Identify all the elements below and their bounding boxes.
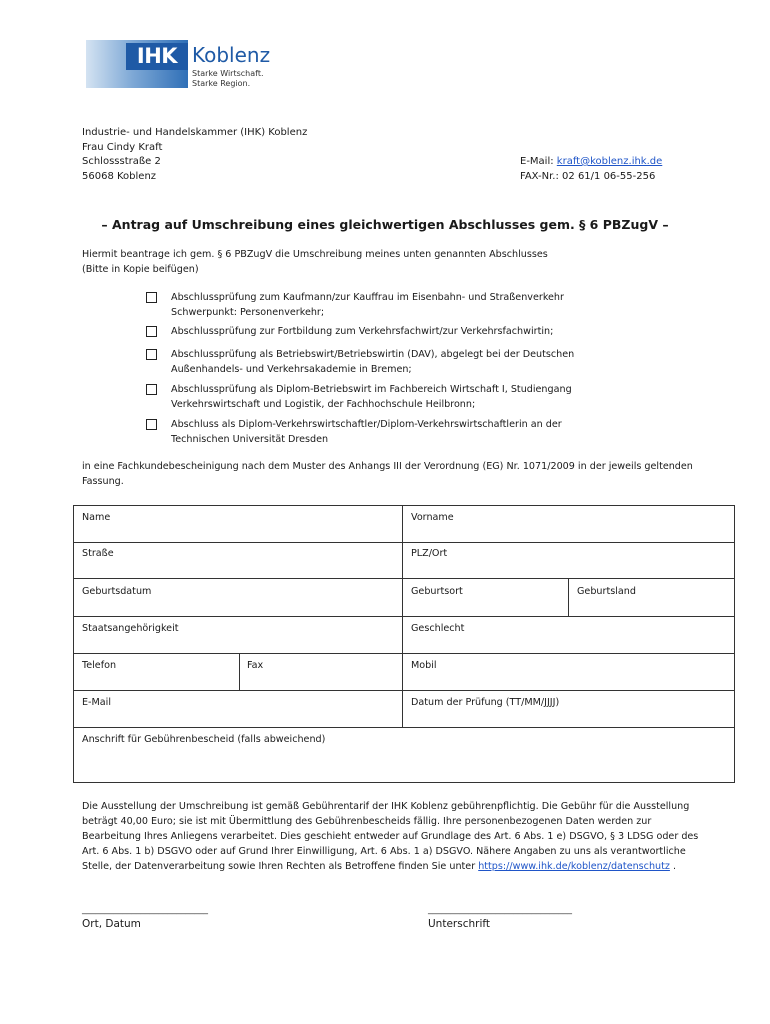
logo-abbr: IHK (126, 43, 188, 70)
option-line: Technischen Universität Dresden (171, 433, 329, 445)
option-line: Außenhandels- und Verkehrsakademie in Bremen; (171, 363, 412, 375)
fee-line-5 (82, 859, 734, 874)
field-geburtsland[interactable]: Geburtsland (577, 586, 636, 597)
checkbox-diplom-betriebswirt[interactable] (146, 384, 157, 395)
datenschutz-link[interactable]: https://www.ihk.de/koblenz/datenschutz (478, 861, 670, 872)
personal-data-form (73, 505, 735, 783)
fachkunde-line-2: Fassung. (82, 475, 124, 487)
email-line (520, 155, 662, 170)
option-diplom-verkehrswirtschaftler-text (171, 418, 562, 447)
fee-line-2: beträgt 40,00 Euro; sie ist mit Übermittlung des Gebührenbescheids fällig. Ihre personenbezogenen Daten werden zur (82, 816, 652, 827)
field-fax[interactable]: Fax (247, 660, 264, 671)
option-diplom-betriebswirt-text (171, 383, 572, 412)
checkbox-kaufmann[interactable] (146, 292, 157, 303)
option-line: Abschlussprüfung zum Kaufmann/zur Kauffrau im Eisenbahn- und Straßenverkehr (171, 292, 564, 303)
option-line: Schwerpunkt: Personenverkehr; (171, 306, 325, 318)
label-ort-datum: Ort, Datum (82, 918, 141, 930)
field-name[interactable]: Name (82, 512, 111, 523)
fax-line: FAX-Nr.: 02 61/1 06-55-256 (520, 170, 656, 182)
checkbox-verkehrsfachwirt[interactable] (146, 326, 157, 337)
intro-line-1: Hiermit beantrage ich gem. § 6 PBZugV die Umschreibung meines unten genannten Abschlusses (82, 249, 548, 260)
fee-privacy-text (82, 799, 734, 874)
recipient-line-3: Schlossstraße 2 (82, 156, 161, 167)
option-betriebswirt-dav-text (171, 348, 574, 377)
email-label: E-Mail: (520, 156, 557, 167)
option-line: Abschlussprüfung zur Fortbildung zum Verkehrsfachwirt/zur Verkehrsfachwirtin; (171, 326, 554, 337)
checkbox-betriebswirt-dav[interactable] (146, 349, 157, 360)
field-telefon[interactable]: Telefon (82, 660, 117, 671)
signature-line-left: ____________________________ (82, 905, 208, 915)
field-geburtsort[interactable]: Geburtsort (411, 586, 463, 597)
field-datum-pruefung[interactable]: Datum der Prüfung (TT/MM/JJJJ) (411, 697, 560, 708)
fee-line-5-text: Stelle, der Datenverarbeitung sowie Ihren Rechten als Betroffene finden Sie unter (82, 861, 479, 872)
option-line: Abschluss als Diplom-Verkehrswirtschaftler/Diplom-Verkehrswirtschaftlerin an der (171, 419, 562, 430)
intro-text (82, 248, 737, 277)
intro-line-2: (Bitte in Kopie beifügen) (82, 263, 199, 275)
option-verkehrsfachwirt-text (171, 325, 553, 340)
fee-line-4: Art. 6 Abs. 1 b) DSGVO oder auf Grund Ihrer Einwilligung, Art. 6 Abs. 1 a) DSGVO. Nähere Angaben zu uns als verantwortliche (82, 846, 686, 857)
fachkunde-text (82, 460, 742, 489)
recipient-address (82, 126, 307, 184)
recipient-line-1: Industrie- und Handelskammer (IHK) Koblenz (82, 127, 308, 138)
contact-block (520, 155, 662, 184)
fachkunde-line-1: in eine Fachkundebescheinigung nach dem Muster des Anhangs III der Verordnung (EG) Nr. 1071/2009 in der jeweils geltenden (82, 461, 693, 472)
field-vorname[interactable]: Vorname (411, 512, 454, 523)
field-mobil[interactable]: Mobil (411, 660, 437, 671)
logo-tagline-1: Starke Wirtschaft. (192, 69, 264, 78)
field-plz-ort[interactable]: PLZ/Ort (411, 548, 448, 559)
label-unterschrift: Unterschrift (428, 918, 490, 930)
option-kaufmann-text (171, 291, 564, 320)
email-link[interactable]: kraft@koblenz.ihk.de (556, 156, 663, 167)
option-line: Verkehrswirtschaft und Logistik, der Fachhochschule Heilbronn; (171, 398, 476, 410)
option-line: Abschlussprüfung als Betriebswirt/Betriebswirtin (DAV), abgelegt bei der Deutschen (171, 349, 575, 360)
field-strasse[interactable]: Straße (82, 548, 114, 559)
field-email[interactable]: E-Mail (82, 697, 112, 708)
logo-name: Koblenz (192, 43, 271, 67)
ihk-logo (86, 38, 276, 93)
fee-line-1: Die Ausstellung der Umschreibung ist gemäß Gebührentarif der IHK Koblenz gebührenpflichtig. Die Gebühr für die Ausstellung (82, 801, 690, 812)
logo-tagline-2: Starke Region. (192, 79, 251, 88)
field-staatsangehoerigkeit[interactable]: Staatsangehörigkeit (82, 623, 179, 634)
recipient-line-2: Frau Cindy Kraft (82, 141, 163, 153)
fee-line-5-suffix: . (669, 861, 677, 872)
option-line: Abschlussprüfung als Diplom-Betriebswirt im Fachbereich Wirtschaft I, Studiengang (171, 384, 572, 395)
checkbox-diplom-verkehrswirtschaftler[interactable] (146, 419, 157, 430)
signature-line-right: ________________________________ (428, 905, 572, 915)
field-anschrift-gebuehrenbescheid[interactable]: Anschrift für Gebührenbescheid (falls abweichend) (82, 734, 326, 745)
field-geschlecht[interactable]: Geschlecht (411, 623, 465, 634)
form-title: – Antrag auf Umschreibung eines gleichwertigen Abschlusses gem. § 6 PBZugV – (101, 217, 669, 232)
recipient-line-4: 56068 Koblenz (82, 170, 157, 182)
fee-line-3: Bearbeitung Ihres Anliegens verarbeitet. Dies geschieht entweder auf Grundlage des Art. 6 Abs. 1 e) DSGVO, § 3 LDSG oder des (82, 831, 699, 842)
field-geburtsdatum[interactable]: Geburtsdatum (82, 586, 152, 597)
